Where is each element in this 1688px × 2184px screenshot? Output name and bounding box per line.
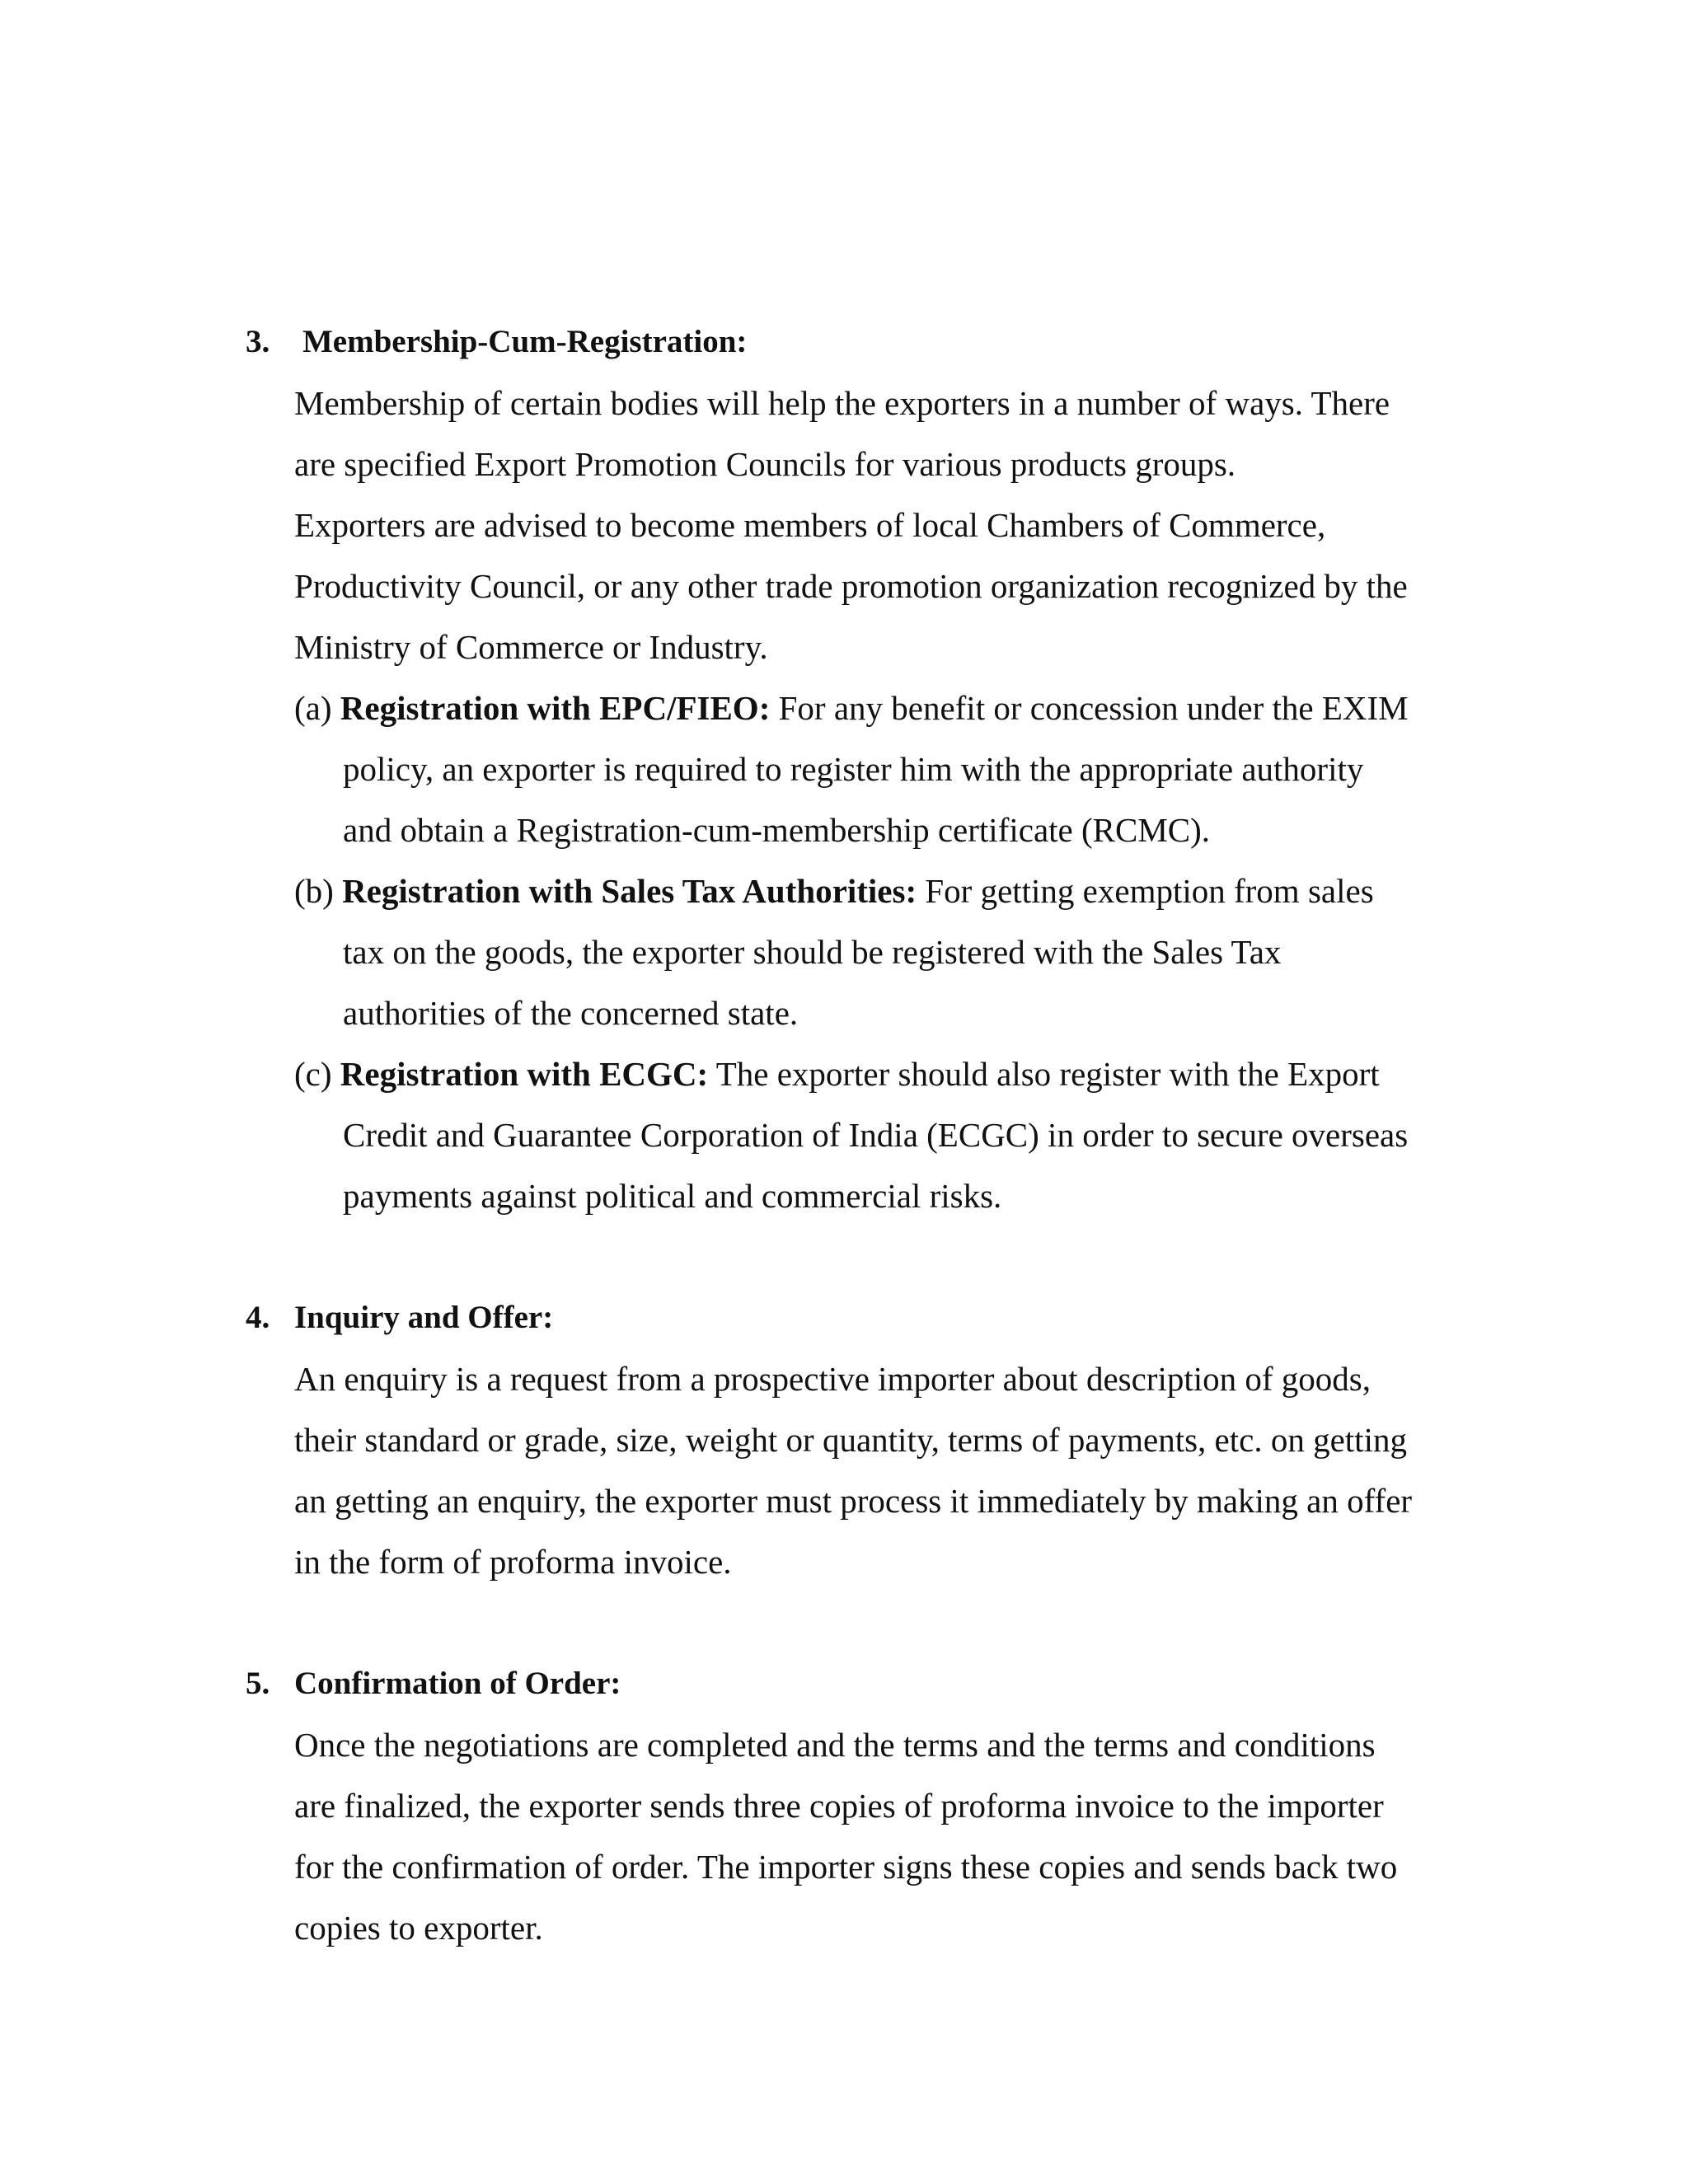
item-text: For any benefit or concession under the EXIM bbox=[770, 689, 1409, 727]
item-continuation-line: authorities of the concerned state. bbox=[343, 994, 799, 1032]
paragraph-line: their standard or grade, size, weight or quantity, terms of payments, etc. on getting bbox=[294, 1421, 1407, 1459]
paragraph-line: Ministry of Commerce or Industry. bbox=[294, 628, 768, 666]
section-number: 3. bbox=[246, 324, 270, 359]
section-title: Inquiry and Offer: bbox=[294, 1300, 554, 1335]
paragraph-line: are finalized, the exporter sends three copies of proforma invoice to the importer bbox=[294, 1787, 1384, 1825]
section-title: Membership-Cum-Registration: bbox=[302, 324, 748, 359]
item-continuation-line: and obtain a Registration-cum-membership certificate (RCMC). bbox=[343, 811, 1211, 849]
item-continuation-line: payments against political and commercial risks. bbox=[343, 1177, 1002, 1215]
paragraph-line: Productivity Council, or any other trade promotion organization recognized by the bbox=[294, 567, 1408, 605]
item-bold-heading: Registration with EPC/FIEO: bbox=[340, 689, 771, 727]
paragraph-line: An enquiry is a request from a prospective importer about description of goods, bbox=[294, 1360, 1371, 1398]
item-continuation-line: tax on the goods, the exporter should be registered with the Sales Tax bbox=[343, 933, 1282, 971]
paragraph-line: for the confirmation of order. The importer signs these copies and sends back two bbox=[294, 1848, 1398, 1886]
item-bold-heading: Registration with Sales Tax Authorities: bbox=[342, 872, 917, 910]
paragraph-line: in the form of proforma invoice. bbox=[294, 1543, 732, 1581]
item-label: (b) bbox=[294, 872, 334, 910]
section-title: Confirmation of Order: bbox=[294, 1666, 621, 1701]
item-continuation-line: Credit and Guarantee Corporation of India (ECGC) in order to secure overseas bbox=[343, 1116, 1409, 1154]
section-number: 4. bbox=[246, 1300, 270, 1335]
paragraph-line: Once the negotiations are completed and the terms and the terms and conditions bbox=[294, 1726, 1376, 1764]
item-continuation-line: policy, an exporter is required to register him with the appropriate authority bbox=[343, 750, 1364, 788]
paragraph-line: an getting an enquiry, the exporter must process it immediately by making an offer bbox=[294, 1482, 1413, 1520]
item-label: (a) bbox=[294, 689, 332, 727]
paragraph-line: are specified Export Promotion Councils for various products groups. bbox=[294, 445, 1236, 483]
item-bold-heading: Registration with ECGC: bbox=[340, 1055, 709, 1093]
paragraph-line: copies to exporter. bbox=[294, 1909, 543, 1947]
item-label: (c) bbox=[294, 1055, 332, 1093]
list-item bbox=[294, 691, 1409, 725]
paragraph-line: Exporters are advised to become members of local Chambers of Commerce, bbox=[294, 506, 1326, 544]
list-item bbox=[294, 874, 1374, 908]
item-text: The exporter should also register with the Export bbox=[708, 1055, 1380, 1093]
section-number: 5. bbox=[246, 1666, 270, 1701]
item-text: For getting exemption from sales bbox=[917, 872, 1374, 910]
paragraph-line: Membership of certain bodies will help the exporters in a number of ways. There bbox=[294, 384, 1390, 422]
list-item bbox=[294, 1057, 1380, 1091]
